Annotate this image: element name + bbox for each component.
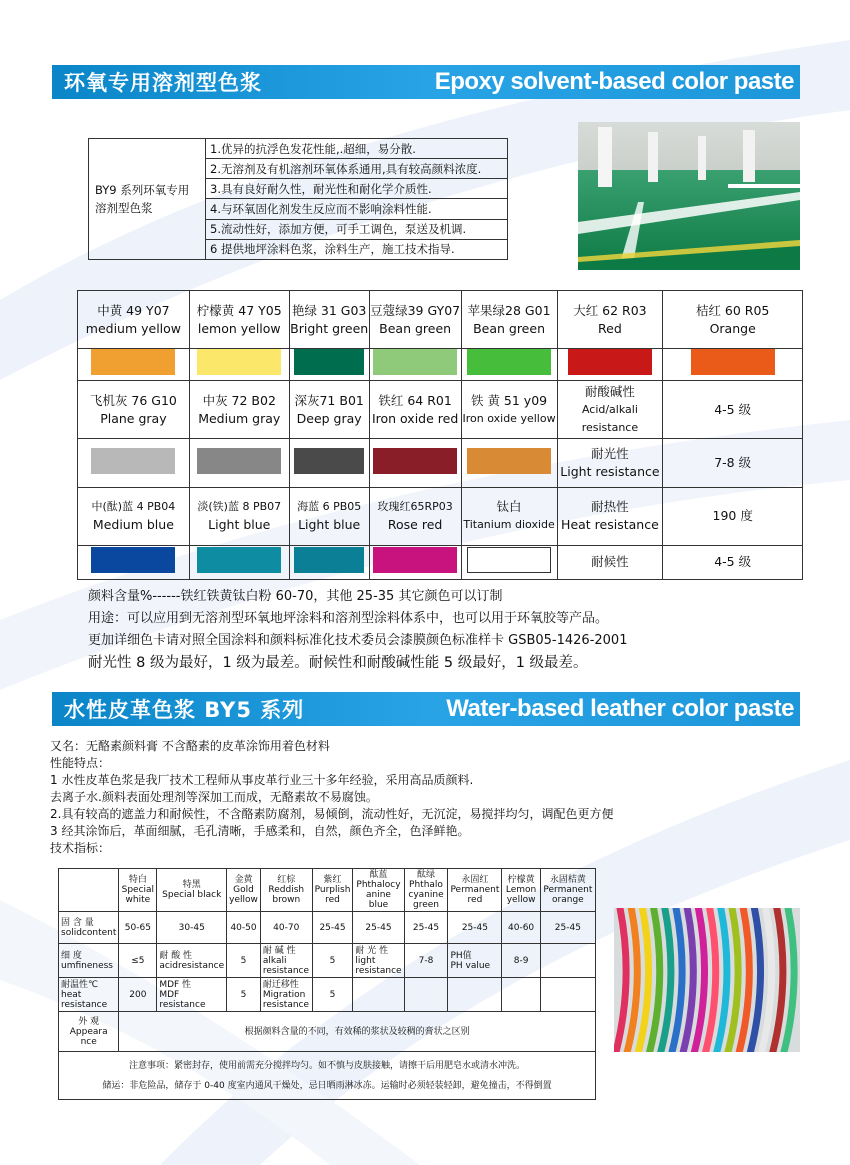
- epoxy-feature-table: [88, 138, 508, 260]
- desc-line: 3 经其涂饰后，革面细腻，毛孔清晰，手感柔和，自然，颜色齐全，色泽鲜艳。: [50, 824, 470, 838]
- epoxy-color-chart: [77, 290, 803, 580]
- leather-spec-table: [58, 868, 596, 1100]
- note-line: 用途：可以应用到无溶剂型环氧地坪涂料和溶剂型涂料体系中，也可以用于环氧胶等产品。: [88, 611, 609, 626]
- property-label: 耐热性 Heat resistance: [557, 487, 663, 545]
- fine-value: ≤5: [119, 944, 157, 978]
- property-label: 耐酸碱性 Acid/alkali resistance: [557, 381, 663, 439]
- prop-label: 耐 光 性 light resistance: [353, 944, 404, 978]
- color-name-cell: 中(酞)蓝 4 PB04 Medium blue: [78, 487, 190, 545]
- color-swatch: [691, 349, 775, 375]
- prop-value: 8-9: [502, 944, 540, 978]
- epoxy-notes: [88, 586, 808, 674]
- color-swatch: [294, 349, 364, 375]
- property-value: 7-8 级: [663, 439, 803, 487]
- desc-line: 1 水性皮革色浆是我厂技术工程师从事皮革行业三十多年经验，采用高品质颜料.: [50, 773, 474, 787]
- series-label: BY9 系列环氧专用溶剂型色浆: [89, 139, 206, 260]
- header-cell: 红棕 Reddish brown: [260, 869, 312, 912]
- header-cell: 永固桔黄 Permanent orange: [540, 869, 595, 912]
- section-banner-leather: [52, 692, 800, 726]
- caution-storage: [59, 1052, 596, 1100]
- feature-item: 4.与环氧固化剂发生反应而不影响涂料性能.: [206, 199, 508, 219]
- storage-text: 储运：非危险品，储存于 0-40 度室内通风干燥处，忌日晒雨淋冰冻。运输时必须轻装轻卸，避免撞击，不得倒置: [102, 1080, 552, 1091]
- solid-value: 40-60: [502, 912, 540, 944]
- color-swatch: [568, 349, 652, 375]
- color-name-cell: 中黄 49 Y07 medium yellow: [78, 291, 190, 349]
- color-name-cell: 豆蔻绿39 GY07 Bean green: [369, 291, 461, 349]
- prop-value: 5: [227, 944, 261, 978]
- prop-label: PH值 PH value: [448, 944, 502, 978]
- color-swatch: [467, 349, 551, 375]
- feature-item: 3.具有良好耐久性，耐光性和耐化学介质性.: [206, 179, 508, 199]
- color-name-cell: 飞机灰 76 G10 Plane gray: [78, 381, 190, 439]
- color-swatch: [373, 547, 457, 573]
- color-swatch: [197, 448, 281, 474]
- solid-value: 50-65: [119, 912, 157, 944]
- caution-text: 注意事项：紧密封存，使用前需充分搅拌均匀。如不慎与皮肤接触，请擦干后用肥皂水或清水冲洗。: [128, 1060, 525, 1071]
- color-name-cell: 铁 黄 51 y09 Iron oxide yellow: [461, 381, 557, 439]
- color-swatch: [197, 547, 281, 573]
- color-name-cell: 铁红 64 R01 Iron oxide red: [369, 381, 461, 439]
- feature-item: 1.优异的抗浮色发花性能,.超细，易分散.: [206, 139, 508, 159]
- solid-value: 25-45: [448, 912, 502, 944]
- prop-label: 耐 碱 性 alkali resistance: [260, 944, 312, 978]
- epoxy-floor-photo: [578, 122, 800, 270]
- color-name-cell: 柠檬黄 47 Y05 lemon yellow: [189, 291, 289, 349]
- section-title-en: Water-based leather color paste: [446, 695, 794, 722]
- section-title-zh: 水性皮革色浆 BY5 系列: [64, 698, 305, 722]
- prop-label: MDF 性 MDF resistance: [157, 978, 227, 1012]
- solid-value: 25-45: [312, 912, 353, 944]
- appearance-text: 根据颜料含量的不同，有效稀的浆状及较稠的膏状之区别: [119, 1012, 596, 1052]
- color-name-cell: 大红 62 R03 Red: [557, 291, 663, 349]
- color-swatch: [197, 349, 281, 375]
- prop-value: 5: [312, 978, 353, 1012]
- color-name-cell: 深灰71 B01 Deep gray: [289, 381, 369, 439]
- color-name-cell: 钛白 Titanium dioxide: [461, 487, 557, 545]
- property-value: 4-5 级: [663, 545, 803, 579]
- note-line: 耐光性 8 级为最好，1 级为最差。耐候性和耐酸碱性能 5 级最好，1 级最差。: [88, 655, 588, 671]
- desc-line: 又名：无酪素颜料膏 不含酪素的皮革涂饰用着色材料: [50, 739, 330, 753]
- solid-value: 25-45: [353, 912, 404, 944]
- note-line: 更加详细色卡请对照全国涂料和颜料标准化技术委员会漆膜颜色标准样卡 GSB05-1426-2001: [88, 633, 628, 648]
- color-swatch: [91, 547, 175, 573]
- row-label: 细 度 umfineness: [59, 944, 119, 978]
- color-name-cell: 淡(铁)蓝 8 PB07 Light blue: [189, 487, 289, 545]
- color-name-cell: 玫瑰红65RP03 Rose red: [369, 487, 461, 545]
- header-cell: 酞蓝 Phthalocy anine blue: [353, 869, 404, 912]
- heat-value: 200: [119, 978, 157, 1012]
- property-label: 耐光性 Light resistance: [557, 439, 663, 487]
- color-swatch: [373, 349, 457, 375]
- desc-line: 去离子水.颜料表面处理剂等深加工而成，无酪素故不易腐蚀。: [50, 790, 378, 804]
- solid-value: 25-45: [404, 912, 448, 944]
- color-name-cell: 艳绿 31 G03 Bright green: [289, 291, 369, 349]
- solid-value: 25-45: [540, 912, 595, 944]
- color-swatch: [467, 547, 551, 573]
- prop-value: 7-8: [404, 944, 448, 978]
- color-swatch: [91, 448, 175, 474]
- feature-item: 6 提供地坪涂料色浆，涂料生产，施工技术指导.: [206, 239, 508, 259]
- desc-line: 2.具有较高的遮盖力和耐候性，不含酪素防腐剂，易倾倒，流动性好，无沉淀，易搅拌均匀，调配色更方便: [50, 807, 614, 821]
- property-value: 190 度: [663, 487, 803, 545]
- row-label: 耐温性℃ heat resistance: [59, 978, 119, 1012]
- property-value: 4-5 级: [663, 381, 803, 439]
- header-cell: 特白 Special white: [119, 869, 157, 912]
- leather-description: [50, 738, 810, 857]
- header-cell: 特黑 Special black: [157, 869, 227, 912]
- color-swatch: [467, 448, 551, 474]
- desc-line: 性能特点：: [50, 756, 111, 770]
- header-cell: 柠檬黄 Lemon yellow: [502, 869, 540, 912]
- prop-label: 耐 酸 性 acidresistance: [157, 944, 227, 978]
- desc-line: 技术指标：: [50, 841, 111, 855]
- solid-value: 40-70: [260, 912, 312, 944]
- solid-value: 30-45: [157, 912, 227, 944]
- color-swatch: [373, 448, 457, 474]
- section-title-en: Epoxy solvent-based color paste: [434, 68, 794, 95]
- section-banner-epoxy: [52, 65, 800, 99]
- color-name-cell: 中灰 72 B02 Medium gray: [189, 381, 289, 439]
- header-cell: 酞绿 Phthalo cyanine green: [404, 869, 448, 912]
- color-name-cell: 桔红 60 R05 Orange: [663, 291, 803, 349]
- property-label: 耐候性: [557, 545, 663, 579]
- solid-value: 40-50: [227, 912, 261, 944]
- color-name-cell: 苹果绿28 G01 Bean green: [461, 291, 557, 349]
- feature-item: 2.无溶剂及有机溶剂环氧体系通用,具有较高颜料浓度.: [206, 159, 508, 179]
- header-cell: 金黄 Gold yellow: [227, 869, 261, 912]
- prop-label: 耐迁移性 Migration resistance: [260, 978, 312, 1012]
- note-line: 颜料含量%------铁红铁黄钛白粉 60-70，其他 25-35 其它颜色可以订制: [88, 589, 503, 604]
- leather-color-rods-photo: [614, 908, 800, 1052]
- feature-item: 5.流动性好，添加方便，可手工调色，泵送及机调.: [206, 219, 508, 239]
- header-cell: 永固红 Permanent red: [448, 869, 502, 912]
- color-name-cell: 海蓝 6 PB05 Light blue: [289, 487, 369, 545]
- header-cell: 紫红 Purplish red: [312, 869, 353, 912]
- prop-value: 5: [227, 978, 261, 1012]
- header-empty: [59, 869, 119, 912]
- color-swatch: [294, 547, 364, 573]
- color-swatch: [294, 448, 364, 474]
- prop-value: 5: [312, 944, 353, 978]
- color-swatch: [91, 349, 175, 375]
- row-label: 外 观 Appeara nce: [59, 1012, 119, 1052]
- row-label: 固 含 量 solidcontent: [59, 912, 119, 944]
- section-title-zh: 环氧专用溶剂型色浆: [64, 71, 262, 95]
